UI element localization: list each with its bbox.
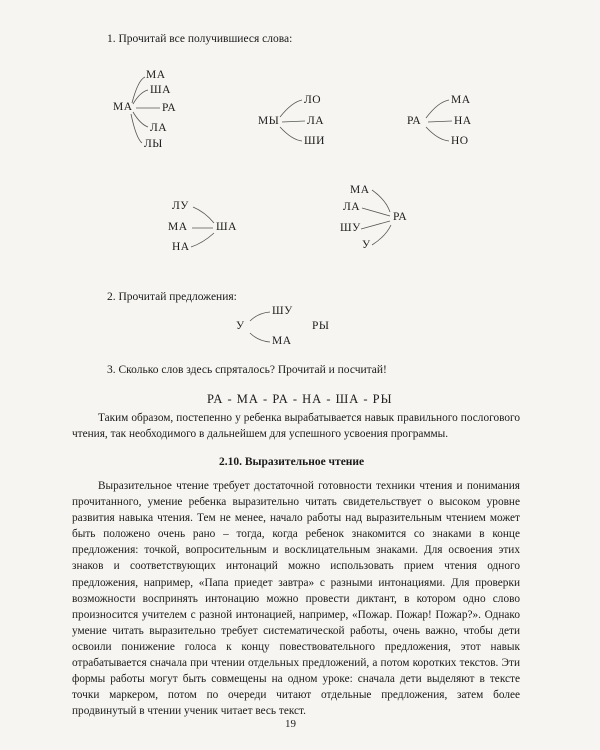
summary-paragraph: Таким образом, постепенно у ребенка вырабатывается навык правильного послогового чтения, так необходимого в дальнейшем для успешного усвоения программы.	[72, 412, 520, 441]
diagram-word: РА	[162, 102, 177, 114]
diagram-word: ЛО	[304, 94, 322, 106]
diagram-word: ШУ	[340, 222, 361, 234]
diagram-word: ЛА	[150, 122, 168, 134]
diagram-center: МЫ	[258, 115, 280, 127]
diagram-word: МА	[168, 221, 188, 233]
diagram-word: МА	[451, 94, 471, 106]
diagram-center: ША	[216, 221, 237, 233]
diagram-word: ЛУ	[172, 200, 189, 212]
diagram-word: У	[362, 239, 371, 251]
diagram-bottom: МА	[272, 335, 292, 347]
page-number: 19	[285, 718, 296, 730]
section-body: Выразительное чтение требует достаточной готовности техники чтения и понимания прочитанного, умение ребенка выразительно читать свидетельствует о высоком уровне развития навыка чтения. Тем не менее, начало работы над выразительным чтением может быть положено очень рано – тогда, когда ребенок знакомится со знаками в конце предложения: точкой, вопросительным и восклицательным знаками. Для освоения этих знаков и соответствующих интонаций можно использовать прием чтения одного предложения, например, «Папа приедет завтра» с разными интонациями. Для проверки возможности воспринять интонацию можно провести диктант, в котором одно слово произносится учителем с разной интонацией, например, «Пожар. Пожар! Пожар?». Однако умение читать выразительно требует систематической работы, очень важно, чтобы дети освоили понижение голоса к концу повествовательного предложения, этот навык отрабатывается сначала при чтении отдельных предложений, а потом коротких текстов. Эти формы работы могут быть совмещены на одном уроке: сначала дети выделяют в тексте точки маркером, потом по очереди читают отдельные предложения, затем более продвинутый в чтении ученик читает весь текст.	[72, 480, 520, 718]
diagram-word: НА	[454, 115, 472, 127]
diagram-word: НО	[451, 135, 469, 147]
diagram-word: ЛЫ	[144, 138, 163, 150]
section-title: 2.10. Выразительное чтение	[219, 456, 365, 468]
task-2-label: 2. Прочитай предложения:	[107, 291, 237, 303]
diagram-top: ШУ	[272, 305, 293, 317]
diagram-word: МА	[146, 69, 166, 81]
diagram-center: РА	[393, 211, 408, 223]
diagram-word: НА	[172, 241, 190, 253]
diagram-center: МА	[113, 101, 133, 113]
diagram-left: У	[236, 320, 245, 332]
task-3-label: 3. Сколько слов здесь спряталось? Прочитай и посчитай!	[107, 364, 387, 376]
diagram-center: РА	[407, 115, 422, 127]
diagram-word: ШИ	[304, 135, 325, 147]
task-1-label: 1. Прочитай все получившиеся слова:	[107, 33, 293, 45]
syllable-line: РА - МА - РА - НА - ША - РЫ	[207, 392, 393, 406]
diagram-word: ЛА	[343, 201, 361, 213]
diagram-word: МА	[350, 184, 370, 196]
diagram-word: ЛА	[307, 115, 325, 127]
diagram-word: ША	[150, 84, 171, 96]
diagram-right: РЫ	[312, 320, 330, 332]
